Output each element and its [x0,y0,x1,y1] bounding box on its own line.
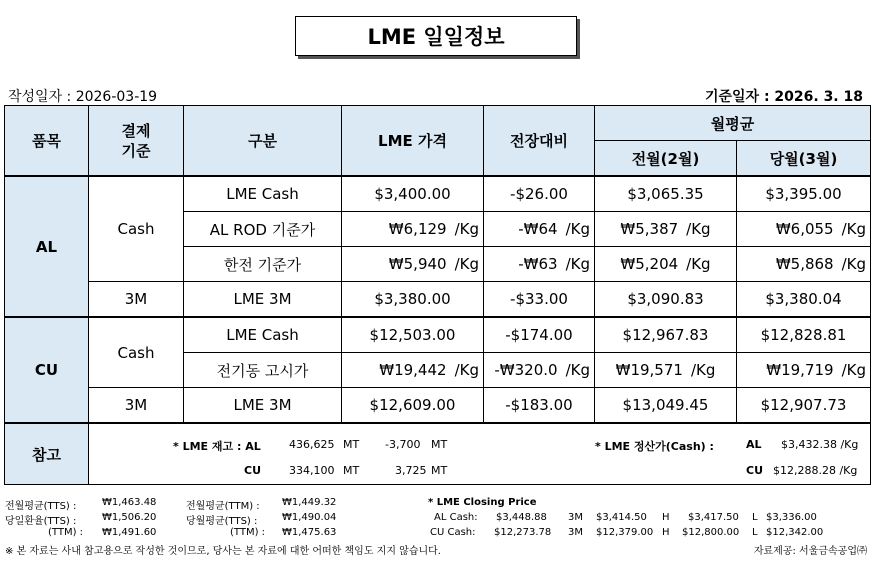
closing-cu-h: $12,800.00 [682,527,740,538]
fx-month-ttm-label: (TTM) : [230,527,266,538]
fx-prev-tts: ₩1,463.48 [102,497,157,508]
this-month-cell: $3,380.04 [737,282,871,318]
settle-3m-al: 3M [89,282,184,318]
closing-al-h-label: H [662,512,670,523]
curr-unit: /Kg [841,361,867,379]
fx-prev-ttm-label: 전월평균(TTM) : [186,501,260,512]
curr-unit: /Kg [841,255,867,273]
report-title: LME 일일정보 [295,16,577,56]
written-date: 작성일자 : 2026-03-19 [8,89,158,105]
change-cell: -$33.00 [484,282,595,318]
category-cell: LME Cash [184,317,342,353]
prev-month-cell [595,353,737,388]
prev-unit: /Kg [686,255,711,273]
change-unit: /Kg [565,255,590,273]
curr-value: ₩19,719 [766,361,834,379]
closing-title: * LME Closing Price [428,497,537,508]
closing-al-cash: $3,448.88 [496,512,547,523]
al-stock-unit: MT [343,438,360,451]
fx-prev-tts-label: 전월평균(TTS) : [5,501,77,512]
cu-stock: 334,100 [289,464,335,477]
prev-month-cell [595,212,737,247]
prev-value: ₩5,204 [620,255,679,273]
category-cell: LME 3M [184,388,342,424]
this-month-cell [737,247,871,282]
table-row [5,317,871,353]
closing-cu-l: $12,342.00 [766,527,824,538]
fx-month-tts-label: 당월평균(TTS) : [186,516,258,527]
disclaimer-note: ※ 본 자료는 사내 참고용으로 작성한 것이므로, 당사는 본 자료에 대한 어떠한 책임도 지지 않습니다. [5,546,441,557]
stock-label: * LME 재고 : AL [173,440,261,453]
fx-today-tts: ₩1,506.20 [102,512,157,523]
base-date: 기준일자 : 2026. 3. 18 [704,89,863,105]
change-cell [484,212,595,247]
closing-cu-3m: $12,379.00 [596,527,654,538]
curr-value: ₩5,868 [775,255,834,273]
header-change: 전장대비 [484,106,595,177]
fx-today-tts-label: 당일환율(TTS) : [5,516,77,527]
price-cell: $3,400.00 [342,176,484,212]
price-cell [342,247,484,282]
category-cell: 한전 기준가 [184,247,342,282]
closing-al-l: $3,336.00 [766,512,817,523]
curr-value: ₩6,055 [775,220,834,238]
table-row [5,388,871,424]
prev-month-cell: $13,049.45 [595,388,737,424]
change-cell: -$183.00 [484,388,595,424]
closing-al-3m: $3,414.50 [596,512,647,523]
header-monthly-avg: 월평균 [595,106,871,141]
prev-unit: /Kg [690,361,716,379]
prev-month-cell: $3,065.35 [595,176,737,212]
header-settle: 결제 기준 [89,106,184,177]
reference-content [89,423,871,485]
prev-month-cell [595,247,737,282]
prev-unit: /Kg [686,220,711,238]
price-cell [342,212,484,247]
category-cell: 전기동 고시가 [184,353,342,388]
closing-al-l-label: L [752,512,758,523]
change-cell [484,353,595,388]
prev-month-cell: $3,090.83 [595,282,737,318]
settle-cash-al: Cash [89,176,184,282]
change-unit: /Kg [565,220,590,238]
table-row [5,282,871,318]
settle-cu-label: CU [746,464,764,477]
header-category: 구분 [184,106,342,177]
settle-al-label: AL [746,438,762,451]
change-cell [484,247,595,282]
this-month-cell [737,353,871,388]
cu-stock-change: 3,725 [395,464,427,477]
closing-cu-cash: $12,273.78 [494,527,552,538]
price-cell: $12,609.00 [342,388,484,424]
settle-cash-cu: Cash [89,317,184,388]
change-cell: -$26.00 [484,176,595,212]
settle-cu-value: $12,288.28 /Kg [773,464,858,477]
al-stock: 436,625 [289,438,335,451]
reference-label: 참고 [5,423,89,485]
closing-cu-3m-label: 3M [568,527,583,538]
change-value: -₩63 [518,255,558,273]
this-month-cell: $12,828.81 [737,317,871,353]
change-cell: -$174.00 [484,317,595,353]
header-this-month: 당월(3월) [737,141,871,177]
lme-price-table [4,105,871,485]
closing-al-3m-label: 3M [568,512,583,523]
fx-today-ttm: ₩1,491.60 [102,527,157,538]
price-unit: /Kg [454,220,479,238]
curr-unit: /Kg [841,220,867,238]
prev-value: ₩5,387 [620,220,679,238]
settle-label: * LME 정산가(Cash) : [595,440,714,453]
closing-cu-h-label: H [662,527,670,538]
header-item: 품목 [5,106,89,177]
this-month-cell [737,212,871,247]
change-value: -₩320.0 [494,361,558,379]
closing-cu-cash-label: CU Cash: [430,527,476,538]
header-price: LME 가격 [342,106,484,177]
price-unit: /Kg [454,361,479,379]
cu-stock-unit: MT [343,464,360,477]
change-value: -₩64 [518,220,558,238]
prev-month-cell: $12,967.83 [595,317,737,353]
item-al: AL [5,176,89,317]
category-cell: LME Cash [184,176,342,212]
al-stock-change: -3,700 [385,438,421,451]
closing-al-cash-label: AL Cash: [434,512,478,523]
al-stock-change-unit: MT [431,438,448,451]
price-value: ₩6,129 [388,220,447,238]
price-value: ₩5,940 [388,255,447,273]
settle-3m-cu: 3M [89,388,184,424]
price-cell [342,353,484,388]
this-month-cell: $3,395.00 [737,176,871,212]
header-prev-month: 전월(2월) [595,141,737,177]
price-cell: $3,380.00 [342,282,484,318]
cu-stock-change-unit: MT [431,464,448,477]
closing-cu-l-label: L [752,527,758,538]
this-month-cell: $12,907.73 [737,388,871,424]
change-unit: /Kg [565,361,590,379]
prev-value: ₩19,571 [615,361,683,379]
settle-al-value: $3,432.38 /Kg [781,438,859,451]
reference-row [5,423,871,485]
item-cu: CU [5,317,89,423]
category-cell: LME 3M [184,282,342,318]
category-cell: AL ROD 기준가 [184,212,342,247]
table-row [5,176,871,212]
data-credit: 자료제공: 서울금속공업㈜ [753,546,867,557]
fx-month-tts: ₩1,490.04 [282,512,337,523]
fx-prev-ttm: ₩1,449.32 [282,497,337,508]
price-unit: /Kg [454,255,479,273]
closing-al-h: $3,417.50 [688,512,739,523]
price-value: ₩19,442 [379,361,447,379]
cu-stock-label: CU [244,464,262,477]
fx-today-ttm-label: (TTM) : [48,527,84,538]
price-cell: $12,503.00 [342,317,484,353]
fx-month-ttm: ₩1,475.63 [282,527,337,538]
